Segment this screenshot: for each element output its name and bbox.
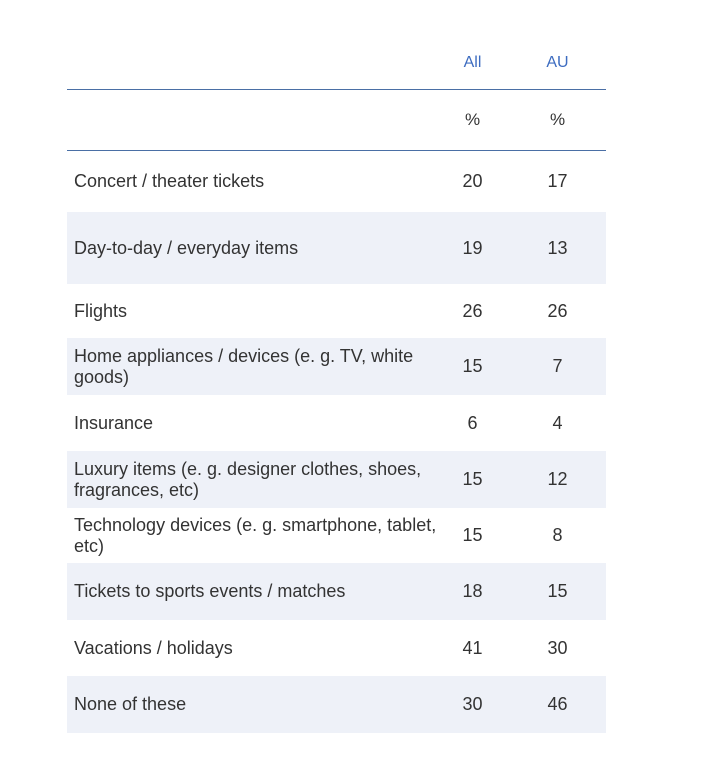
row-label: None of these <box>74 694 187 714</box>
value-au: 46 <box>547 694 568 714</box>
row-label: Vacations / holidays <box>74 637 233 658</box>
row-label: Day-to-day / everyday items <box>74 237 299 258</box>
value-all: 6 <box>467 412 478 433</box>
row-label: Home appliances / devices (e. g. TV, white goods) <box>74 345 414 387</box>
value-all: 20 <box>462 171 483 191</box>
table-row <box>67 620 606 676</box>
table-row <box>67 451 606 508</box>
table-row <box>67 338 606 395</box>
unit-au: % <box>549 110 566 129</box>
value-au: 17 <box>547 171 568 191</box>
data-table <box>67 36 606 733</box>
table-row <box>67 563 606 620</box>
value-au: 26 <box>547 300 568 321</box>
table-row <box>67 212 606 284</box>
row-label: Concert / theater tickets <box>74 171 265 191</box>
value-all: 19 <box>462 237 483 258</box>
column-header-au: AU <box>546 53 569 71</box>
value-au: 8 <box>552 525 563 545</box>
row-label: Technology devices (e. g. smartphone, tablet, etc) <box>74 514 437 556</box>
value-all: 15 <box>462 469 483 489</box>
value-all: 18 <box>462 581 483 601</box>
value-au: 13 <box>547 237 568 258</box>
row-label: Luxury items (e. g. designer clothes, shoes, fragrances, etc) <box>74 458 422 500</box>
table-row <box>67 395 606 451</box>
value-au: 12 <box>547 469 568 489</box>
value-all: 41 <box>462 637 483 658</box>
value-au: 7 <box>552 356 563 376</box>
value-all: 26 <box>462 300 483 321</box>
value-au: 4 <box>552 412 563 433</box>
row-label: Tickets to sports events / matches <box>74 581 346 601</box>
unit-all: % <box>464 110 481 129</box>
value-all: 15 <box>462 525 483 545</box>
row-label: Insurance <box>74 412 154 433</box>
table-row <box>67 676 606 733</box>
row-label: Flights <box>74 300 128 321</box>
column-header-all: All <box>463 53 482 71</box>
value-au: 15 <box>547 581 568 601</box>
value-au: 30 <box>547 637 568 658</box>
table-units-row <box>67 90 606 151</box>
value-all: 30 <box>462 694 483 714</box>
table-row <box>67 284 606 338</box>
value-all: 15 <box>462 356 483 376</box>
table-header-row <box>67 36 606 90</box>
table-row <box>67 151 606 212</box>
table-row <box>67 508 606 563</box>
